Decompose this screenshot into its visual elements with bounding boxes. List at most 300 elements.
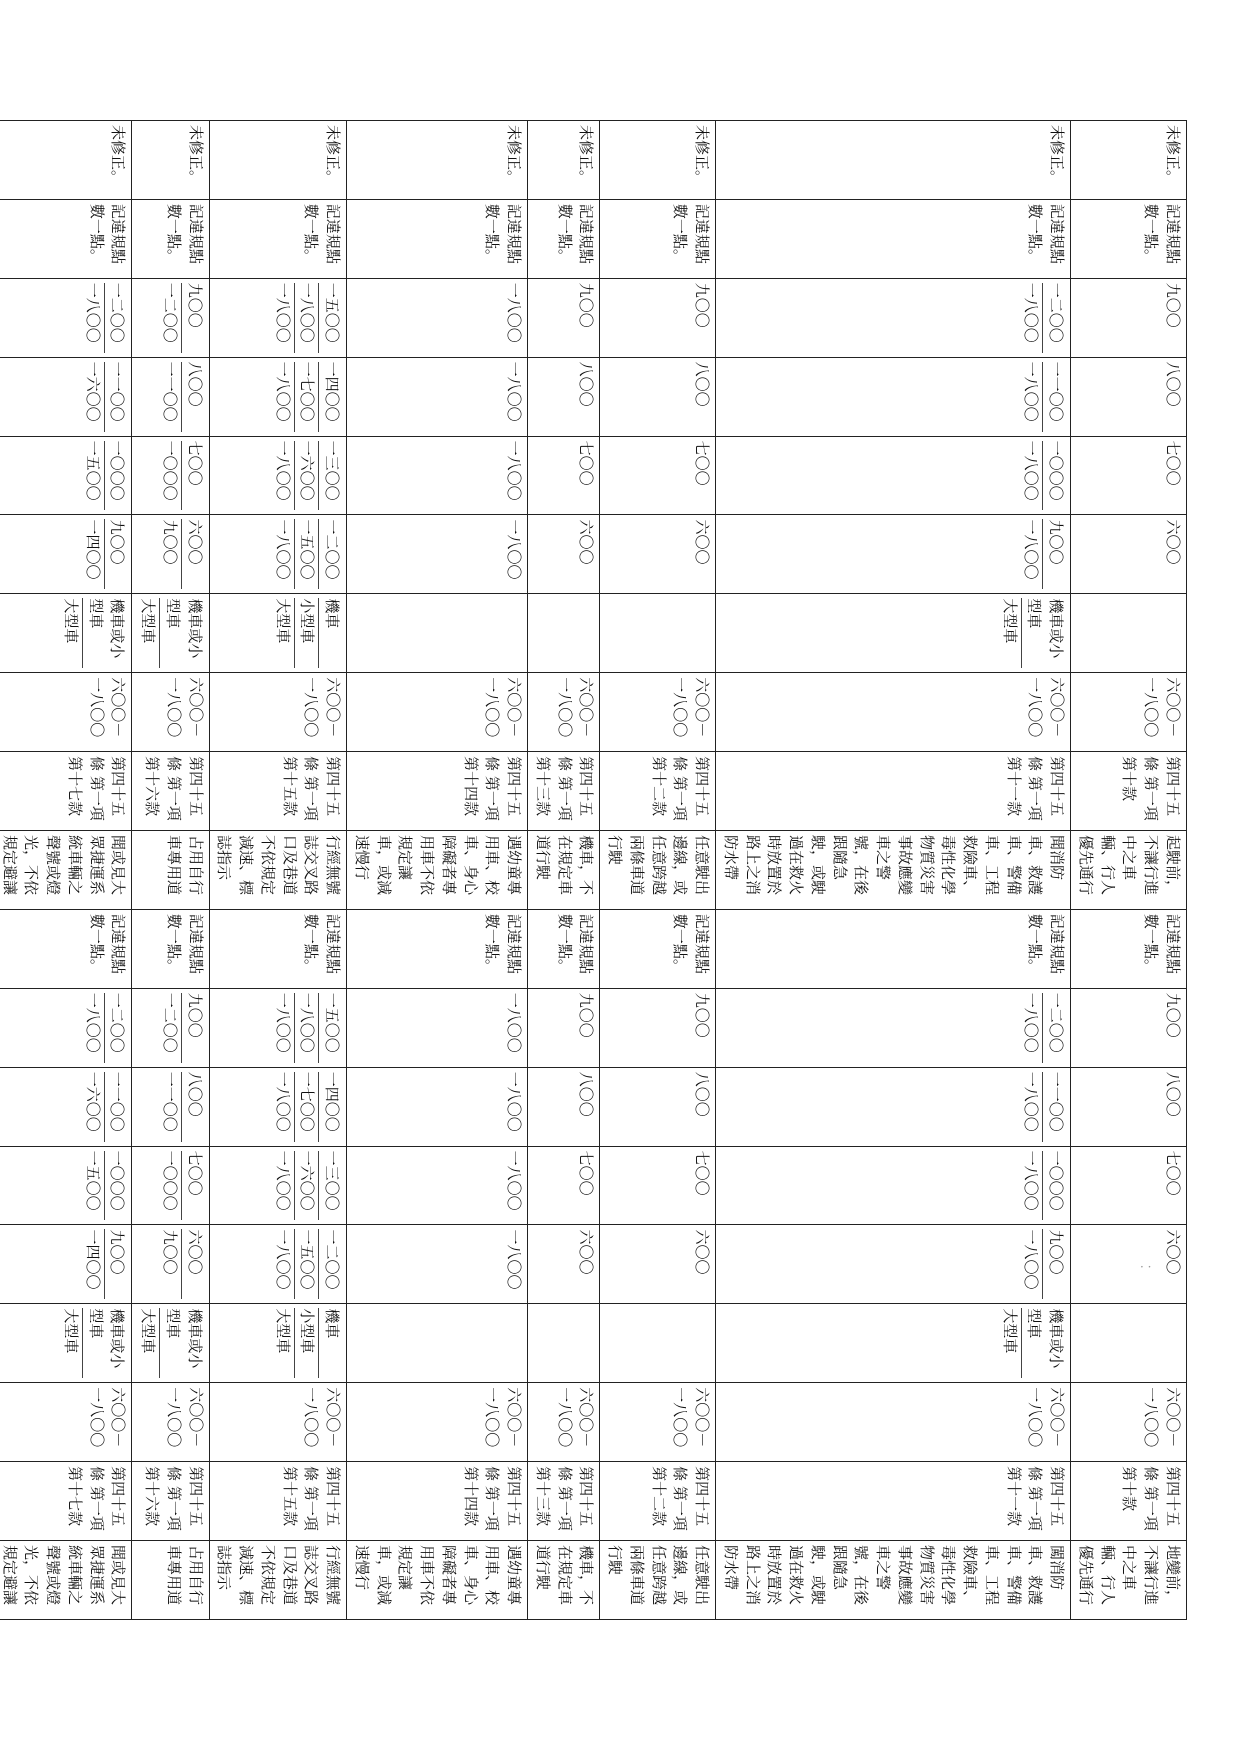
sub-cell: 一八〇〇 bbox=[273, 519, 292, 580]
margin-mark: · · bbox=[1140, 1260, 1152, 1274]
cell-new-a bbox=[716, 515, 1071, 594]
cell-text: 六〇〇－一八〇〇 bbox=[555, 1387, 596, 1448]
cell-cur-fine bbox=[716, 1383, 1071, 1462]
cell-cur-b bbox=[347, 1146, 528, 1225]
cell-cur-a bbox=[132, 1225, 209, 1304]
sub-cell: 九〇〇 bbox=[1043, 519, 1068, 589]
cell-new-article bbox=[347, 752, 528, 831]
cell-cur-note bbox=[347, 909, 528, 988]
sub-cell: 一五〇〇 bbox=[83, 440, 102, 501]
cell-cur-vehicle bbox=[0, 1304, 132, 1383]
cell-new-b bbox=[1071, 436, 1187, 515]
cell-cur-note bbox=[132, 909, 209, 988]
cell-new-a bbox=[0, 515, 132, 594]
cell-cur-article bbox=[132, 1462, 209, 1541]
cell-new-d bbox=[716, 278, 1071, 357]
cell-text: 第四十五條 第一項 第十款 bbox=[1120, 756, 1182, 821]
cell-text: 第四十五條 第一項 第十三款 bbox=[534, 1466, 596, 1531]
sub-cell: 一三〇〇 bbox=[319, 441, 344, 511]
cell-new-behavior bbox=[716, 831, 1071, 910]
table-row bbox=[347, 121, 528, 1620]
cell-new-c bbox=[132, 357, 209, 436]
cell-text: 未修正。 bbox=[577, 125, 596, 186]
cell-new-c bbox=[0, 357, 132, 436]
cell-text: 六〇〇 bbox=[1164, 519, 1182, 565]
cell-new-d bbox=[132, 278, 209, 357]
cell-text: 記違規點數一點。 bbox=[1142, 913, 1182, 974]
cell-new-behavior bbox=[132, 831, 209, 910]
sub-cell: 機車 bbox=[319, 1308, 344, 1378]
cell-text: 六〇〇 bbox=[1164, 1229, 1182, 1275]
sub-cell: 一八〇〇 bbox=[273, 992, 292, 1053]
table-row bbox=[132, 121, 209, 1620]
cell-text: 聞消防車、救護車、警備車、工程救險車、毒性化學物質災害事故應變車之警號，在後跟隨急駛，或駛過在救火時放置於路上之消防水帶 bbox=[722, 835, 1067, 896]
sub-cell: 九〇〇 bbox=[181, 993, 206, 1063]
cell-cur-note bbox=[0, 909, 132, 988]
sub-cell: 一〇〇〇 bbox=[1043, 1151, 1068, 1221]
cell-new-b bbox=[600, 436, 716, 515]
cell-cur-c bbox=[528, 1067, 600, 1146]
sub-cell: 一六〇〇 bbox=[83, 361, 102, 422]
cell-cur-d bbox=[132, 988, 209, 1067]
cell-new-d bbox=[209, 278, 347, 357]
cell-text: 第四十五條 第一項 第十六款 bbox=[143, 756, 205, 821]
cell-text: 第四十五條 第一項 第十七款 bbox=[66, 1466, 128, 1531]
cell-text: 起駛前，不讓行進中之車輛、行人優先通行 bbox=[1077, 835, 1182, 896]
sub-cell: 一八〇〇 bbox=[83, 992, 102, 1053]
cell-new-behavior bbox=[0, 831, 132, 910]
cell-text: 遇幼童專用車、校車、身心障礙者專用車不依規定讓車，或減速慢行 bbox=[353, 1545, 524, 1606]
cell-text: 六〇〇 bbox=[577, 519, 596, 565]
sub-cell: 八〇〇 bbox=[181, 362, 206, 432]
cell-cur-c bbox=[132, 1067, 209, 1146]
cell-cur-c bbox=[0, 1067, 132, 1146]
sub-cell: 一五〇〇 bbox=[319, 993, 344, 1063]
cell-text: 七〇〇 bbox=[693, 1150, 712, 1196]
sub-cell: 一二〇〇 bbox=[161, 282, 179, 343]
cell-text: 六〇〇－一八〇〇 bbox=[1026, 677, 1067, 738]
cell-new-d bbox=[600, 278, 716, 357]
cell-new-article bbox=[600, 752, 716, 831]
cell-new-b bbox=[347, 436, 528, 515]
cell-reason bbox=[0, 121, 132, 200]
cell-cur-b bbox=[600, 1146, 716, 1225]
cell-new-vehicle bbox=[0, 594, 132, 673]
cell-text: 第四十五條 第一項 第十二款 bbox=[649, 1466, 712, 1531]
sub-cell: 一七〇〇 bbox=[294, 362, 319, 432]
cell-cur-fine bbox=[600, 1383, 716, 1462]
cell-text: 六〇〇－一八〇〇 bbox=[1026, 1387, 1067, 1448]
table-row bbox=[209, 121, 347, 1620]
cell-cur-article bbox=[528, 1462, 600, 1541]
cell-new-note bbox=[716, 199, 1071, 278]
cell-text: 六〇〇－一八〇〇 bbox=[302, 677, 343, 738]
cell-cur-vehicle bbox=[209, 1304, 347, 1383]
cell-text: 一八〇〇 bbox=[505, 1229, 524, 1290]
cell-text: 第四十五條 第一項 第十二款 bbox=[649, 756, 712, 821]
cell-cur-d bbox=[347, 988, 528, 1067]
sub-cell: 一八〇〇 bbox=[273, 361, 292, 422]
sub-cell: 七〇〇 bbox=[181, 441, 206, 511]
table-row bbox=[716, 121, 1071, 1620]
cell-cur-d bbox=[209, 988, 347, 1067]
cell-new-note bbox=[528, 199, 600, 278]
cell-cur-behavior bbox=[600, 1541, 716, 1620]
cell-new-note bbox=[1071, 199, 1187, 278]
cell-text: 未修正。 bbox=[109, 125, 128, 186]
cell-new-fine bbox=[132, 673, 209, 752]
cell-text: 記違規點數一點。 bbox=[555, 913, 596, 974]
sub-cell: 大型車 bbox=[1000, 598, 1019, 644]
cell-text: 八〇〇 bbox=[693, 1071, 712, 1117]
cell-new-vehicle bbox=[209, 594, 347, 673]
cell-text: 六〇〇 bbox=[577, 1229, 596, 1275]
sub-cell: 一〇〇〇 bbox=[161, 1150, 179, 1211]
cell-cur-article bbox=[600, 1462, 716, 1541]
cell-text: 行經無號誌交叉路口及巷道不依規定減速、標誌指示 bbox=[215, 1545, 343, 1606]
sub-cell: 機車或小型車 bbox=[1021, 598, 1068, 668]
sub-cell: 一一〇〇 bbox=[1043, 362, 1068, 432]
cell-text: 聞或見大眾捷運系統車輛之聲號或燈光，不依規定避讓 bbox=[0, 1545, 128, 1606]
sub-cell: 一八〇〇 bbox=[1022, 1071, 1041, 1132]
cell-reason bbox=[347, 121, 528, 200]
cell-text: 六〇〇－一八〇〇 bbox=[165, 1387, 205, 1448]
cell-cur-article bbox=[209, 1462, 347, 1541]
sub-cell: 一五〇〇 bbox=[294, 519, 319, 589]
cell-new-b bbox=[716, 436, 1071, 515]
cell-text: 記違規點數一點。 bbox=[483, 203, 524, 264]
cell-text: 七〇〇 bbox=[1164, 1150, 1182, 1196]
sub-cell: 一八〇〇 bbox=[273, 282, 292, 343]
cell-text: 六〇〇－一八〇〇 bbox=[1142, 677, 1182, 738]
cell-cur-fine bbox=[528, 1383, 600, 1462]
sub-cell: 一七〇〇 bbox=[294, 1072, 319, 1142]
cell-text: 未修正。 bbox=[505, 125, 524, 186]
cell-cur-b bbox=[528, 1146, 600, 1225]
cell-text: 六〇〇－一八〇〇 bbox=[87, 1387, 128, 1448]
cell-text: 第四十五條 第一項 第十四款 bbox=[461, 1466, 524, 1531]
table-row bbox=[528, 121, 600, 1620]
sub-cell: 一八〇〇 bbox=[1022, 1150, 1041, 1211]
cell-new-fine bbox=[528, 673, 600, 752]
cell-cur-note bbox=[716, 909, 1071, 988]
cell-cur-d bbox=[600, 988, 716, 1067]
cell-reason bbox=[600, 121, 716, 200]
cell-new-a bbox=[1071, 515, 1187, 594]
cell-new-note bbox=[347, 199, 528, 278]
cell-cur-fine bbox=[132, 1383, 209, 1462]
sub-cell: 一二〇〇 bbox=[1043, 283, 1068, 353]
cell-text: 記違規點數一點。 bbox=[302, 913, 343, 974]
cell-cur-note bbox=[528, 909, 600, 988]
cell-cur-b bbox=[716, 1146, 1071, 1225]
cell-text: 任意駛出邊線，或任意跨越兩條車道行駛 bbox=[606, 835, 712, 896]
cell-text: 八〇〇 bbox=[577, 1071, 596, 1117]
sub-cell: 一八〇〇 bbox=[1022, 282, 1041, 343]
cell-new-b bbox=[528, 436, 600, 515]
cell-new-a bbox=[347, 515, 528, 594]
cell-text: 第四十五條 第一項 第十一款 bbox=[1004, 1466, 1067, 1531]
cell-new-c bbox=[1071, 357, 1187, 436]
cell-cur-note bbox=[1071, 909, 1187, 988]
sub-cell: 一一〇〇 bbox=[161, 1071, 179, 1132]
cell-new-fine bbox=[716, 673, 1071, 752]
sub-cell: 九〇〇 bbox=[104, 519, 129, 589]
sub-cell: 機車或小型車 bbox=[1021, 1308, 1068, 1378]
cell-text: 第四十五條 第一項 第十五款 bbox=[280, 756, 343, 821]
cell-new-behavior bbox=[528, 831, 600, 910]
cell-text: 六〇〇－一八〇〇 bbox=[87, 677, 128, 738]
cell-text: 八〇〇 bbox=[693, 361, 712, 407]
cell-text: 九〇〇 bbox=[693, 282, 712, 328]
cell-new-a bbox=[600, 515, 716, 594]
sub-cell: 六〇〇 bbox=[181, 1229, 206, 1299]
cell-text: 六〇〇－一八〇〇 bbox=[483, 677, 524, 738]
cell-text: 六〇〇 bbox=[693, 1229, 712, 1275]
cell-text: 六〇〇－一八〇〇 bbox=[671, 1387, 712, 1448]
sub-cell: 一〇〇〇 bbox=[104, 1151, 129, 1221]
sub-cell: 九〇〇 bbox=[161, 1229, 179, 1275]
cell-text: 七〇〇 bbox=[1164, 440, 1182, 486]
cell-new-b bbox=[132, 436, 209, 515]
sub-cell: 六〇〇 bbox=[181, 519, 206, 589]
cell-text: 未修正。 bbox=[324, 125, 343, 186]
sub-cell: 一八〇〇 bbox=[83, 282, 102, 343]
sub-cell: 一二〇〇 bbox=[104, 993, 129, 1063]
cell-cur-note bbox=[209, 909, 347, 988]
cell-cur-a bbox=[528, 1225, 600, 1304]
cell-new-article bbox=[528, 752, 600, 831]
cell-text: 記違規點數一點。 bbox=[1026, 203, 1067, 264]
sub-cell: 一五〇〇 bbox=[319, 283, 344, 353]
cell-cur-a bbox=[600, 1225, 716, 1304]
cell-text: 闖消防車、救護車、警備車、工程救險車、毒性化學物質災害事故應變車之警號，在後跟隨急駛，或駛過在救火時放置於路上之消防水帶 bbox=[722, 1545, 1067, 1606]
cell-cur-behavior bbox=[716, 1541, 1071, 1620]
cell-cur-note bbox=[600, 909, 716, 988]
cell-text: 七〇〇 bbox=[577, 1150, 596, 1196]
fine-schedule-table bbox=[0, 120, 1187, 1620]
sub-cell: 機車或小型車 bbox=[82, 1308, 129, 1378]
cell-text: 記違規點數一點。 bbox=[87, 913, 128, 974]
cell-new-d bbox=[347, 278, 528, 357]
sub-cell: 一六〇〇 bbox=[294, 441, 319, 511]
cell-text: 一八〇〇 bbox=[505, 1071, 524, 1132]
cell-text: 第四十五條 第一項 第十三款 bbox=[534, 756, 596, 821]
cell-cur-c bbox=[716, 1067, 1071, 1146]
sub-cell: 一八〇〇 bbox=[1022, 361, 1041, 422]
sub-cell: 一四〇〇 bbox=[319, 1072, 344, 1142]
cell-new-note bbox=[600, 199, 716, 278]
sub-cell: 一一〇〇 bbox=[161, 361, 179, 422]
sub-cell: 大型車 bbox=[62, 598, 80, 644]
cell-cur-a bbox=[1071, 1225, 1187, 1304]
cell-new-c bbox=[600, 357, 716, 436]
cell-cur-article bbox=[716, 1462, 1071, 1541]
sub-cell: 一二〇〇 bbox=[161, 992, 179, 1053]
sub-cell: 一二〇〇 bbox=[319, 1229, 344, 1299]
cell-text: 記違規點數一點。 bbox=[671, 203, 712, 264]
cell-text: 九〇〇 bbox=[1164, 282, 1182, 328]
cell-cur-behavior bbox=[528, 1541, 600, 1620]
cell-new-fine bbox=[600, 673, 716, 752]
sub-cell: 一五〇〇 bbox=[83, 1150, 102, 1211]
cell-reason bbox=[716, 121, 1071, 200]
sub-cell: 一八〇〇 bbox=[273, 440, 292, 501]
cell-cur-fine bbox=[0, 1383, 132, 1462]
cell-text: 六〇〇－一八〇〇 bbox=[1142, 1387, 1182, 1448]
cell-cur-vehicle bbox=[528, 1304, 600, 1383]
sub-cell: 一一〇〇 bbox=[104, 1072, 129, 1142]
rotated-table-wrapper bbox=[0, 120, 1187, 1620]
cell-text: 九〇〇 bbox=[1164, 992, 1182, 1038]
cell-text: 記違規點數一點。 bbox=[165, 913, 205, 974]
cell-text: 八〇〇 bbox=[1164, 361, 1182, 407]
cell-text: 六〇〇－一八〇〇 bbox=[302, 1387, 343, 1448]
cell-cur-a bbox=[209, 1225, 347, 1304]
cell-text: 七〇〇 bbox=[577, 440, 596, 486]
cell-text: 七〇〇 bbox=[693, 440, 712, 486]
sub-cell: 一三〇〇 bbox=[319, 1151, 344, 1221]
cell-new-d bbox=[528, 278, 600, 357]
cell-text: 第四十五條 第一項 第十四款 bbox=[461, 756, 524, 821]
table-row bbox=[1071, 121, 1187, 1620]
sub-cell: 一〇〇〇 bbox=[1043, 441, 1068, 511]
cell-reason bbox=[132, 121, 209, 200]
cell-new-behavior bbox=[347, 831, 528, 910]
sub-cell: 大型車 bbox=[139, 1308, 158, 1354]
cell-cur-b bbox=[0, 1146, 132, 1225]
cell-new-c bbox=[347, 357, 528, 436]
cell-text: 遇幼童專用車、校車、身心障礙者專用車不依規定讓車，或減速慢行 bbox=[353, 835, 524, 896]
cell-cur-vehicle bbox=[600, 1304, 716, 1383]
cell-text: 記違規點數一點。 bbox=[1026, 913, 1067, 974]
cell-text: 一八〇〇 bbox=[505, 992, 524, 1053]
cell-new-note bbox=[0, 199, 132, 278]
sub-cell: 一八〇〇 bbox=[273, 1150, 292, 1211]
cell-cur-c bbox=[347, 1067, 528, 1146]
cell-new-note bbox=[132, 199, 209, 278]
cell-text: 八〇〇 bbox=[1164, 1071, 1182, 1117]
cell-cur-behavior bbox=[347, 1541, 528, 1620]
cell-new-article bbox=[132, 752, 209, 831]
cell-text: 六〇〇－一八〇〇 bbox=[555, 677, 596, 738]
cell-text: 記違規點數一點。 bbox=[87, 203, 128, 264]
sub-cell: 一二〇〇 bbox=[319, 519, 344, 589]
sub-cell: 一一〇〇 bbox=[1043, 1072, 1068, 1142]
sub-cell: 九〇〇 bbox=[181, 283, 206, 353]
cell-text: 機車，不在規定車道行駛 bbox=[534, 1545, 596, 1606]
cell-cur-a bbox=[0, 1225, 132, 1304]
cell-cur-d bbox=[1071, 988, 1187, 1067]
cell-cur-c bbox=[209, 1067, 347, 1146]
cell-cur-a bbox=[347, 1225, 528, 1304]
cell-text: 一八〇〇 bbox=[505, 440, 524, 501]
cell-new-vehicle bbox=[528, 594, 600, 673]
cell-new-article bbox=[1071, 752, 1187, 831]
sub-cell: 大型車 bbox=[139, 598, 158, 644]
cell-cur-vehicle bbox=[347, 1304, 528, 1383]
cell-new-behavior bbox=[600, 831, 716, 910]
cell-new-fine bbox=[347, 673, 528, 752]
cell-text: 未修正。 bbox=[693, 125, 712, 186]
cell-cur-behavior bbox=[209, 1541, 347, 1620]
cell-new-c bbox=[716, 357, 1071, 436]
cell-text: 九〇〇 bbox=[577, 992, 596, 1038]
cell-text: 第四十五條 第一項 第十五款 bbox=[280, 1466, 343, 1531]
cell-text: 聞或見大眾捷運系統車輛之聲號或燈光，不依規定避讓 bbox=[0, 835, 128, 896]
cell-cur-fine bbox=[209, 1383, 347, 1462]
cell-text: 未修正。 bbox=[1048, 125, 1067, 186]
cell-new-behavior bbox=[209, 831, 347, 910]
cell-text: 記違規點數一點。 bbox=[671, 913, 712, 974]
cell-new-article bbox=[209, 752, 347, 831]
cell-text: 第四十五條 第一項 第十款 bbox=[1120, 1466, 1182, 1531]
sub-cell: 一六〇〇 bbox=[294, 1151, 319, 1221]
sub-cell: 七〇〇 bbox=[181, 1151, 206, 1221]
sub-cell: 一一〇〇 bbox=[104, 362, 129, 432]
sub-cell: 小型車 bbox=[294, 1308, 319, 1378]
cell-new-vehicle bbox=[716, 594, 1071, 673]
sub-cell: 一八〇〇 bbox=[294, 283, 319, 353]
sub-cell: 九〇〇 bbox=[161, 519, 179, 565]
sub-cell: 大型車 bbox=[62, 1308, 80, 1354]
cell-cur-article bbox=[347, 1462, 528, 1541]
cell-cur-c bbox=[1071, 1067, 1187, 1146]
sub-cell: 一八〇〇 bbox=[273, 1229, 292, 1290]
cell-cur-article bbox=[1071, 1462, 1187, 1541]
cell-new-d bbox=[0, 278, 132, 357]
cell-text: 一八〇〇 bbox=[505, 361, 524, 422]
cell-text: 六〇〇－一八〇〇 bbox=[165, 677, 205, 738]
cell-cur-article bbox=[0, 1462, 132, 1541]
cell-text: 未修正。 bbox=[186, 125, 205, 186]
cell-text: 一八〇〇 bbox=[505, 519, 524, 580]
sub-cell: 一二〇〇 bbox=[1043, 993, 1068, 1063]
cell-text: 記違規點數一點。 bbox=[302, 203, 343, 264]
sub-cell: 機車或小型車 bbox=[159, 598, 206, 668]
cell-text: 第四十五條 第一項 第十一款 bbox=[1004, 756, 1067, 821]
cell-text: 六〇〇 bbox=[693, 519, 712, 565]
cell-cur-d bbox=[716, 988, 1071, 1067]
cell-text: 記違規點數一點。 bbox=[165, 203, 205, 264]
cell-new-c bbox=[528, 357, 600, 436]
cell-new-fine bbox=[0, 673, 132, 752]
sub-cell: 大型車 bbox=[273, 598, 292, 644]
cell-reason bbox=[209, 121, 347, 200]
sub-cell: 一四〇〇 bbox=[83, 1229, 102, 1290]
cell-text: 記違規點數一點。 bbox=[483, 913, 524, 974]
cell-cur-d bbox=[528, 988, 600, 1067]
sub-cell: 一八〇〇 bbox=[1022, 1229, 1041, 1290]
sub-cell: 小型車 bbox=[294, 598, 319, 668]
cell-cur-vehicle bbox=[1071, 1304, 1187, 1383]
sub-cell: 一四〇〇 bbox=[319, 362, 344, 432]
cell-reason bbox=[1071, 121, 1187, 200]
cell-cur-c bbox=[600, 1067, 716, 1146]
cell-reason bbox=[528, 121, 600, 200]
sub-cell: 一〇〇〇 bbox=[104, 441, 129, 511]
cell-new-b bbox=[0, 436, 132, 515]
cell-text: 機車，不在規定車道行駛 bbox=[534, 835, 596, 896]
sub-cell: 大型車 bbox=[1000, 1308, 1019, 1354]
cell-text: 未修正。 bbox=[1164, 125, 1182, 186]
cell-text: 六〇〇－一八〇〇 bbox=[483, 1387, 524, 1448]
sub-cell: 九〇〇 bbox=[1043, 1229, 1068, 1299]
cell-new-d bbox=[1071, 278, 1187, 357]
sub-cell: 一八〇〇 bbox=[1022, 992, 1041, 1053]
cell-new-a bbox=[132, 515, 209, 594]
cell-new-fine bbox=[1071, 673, 1187, 752]
